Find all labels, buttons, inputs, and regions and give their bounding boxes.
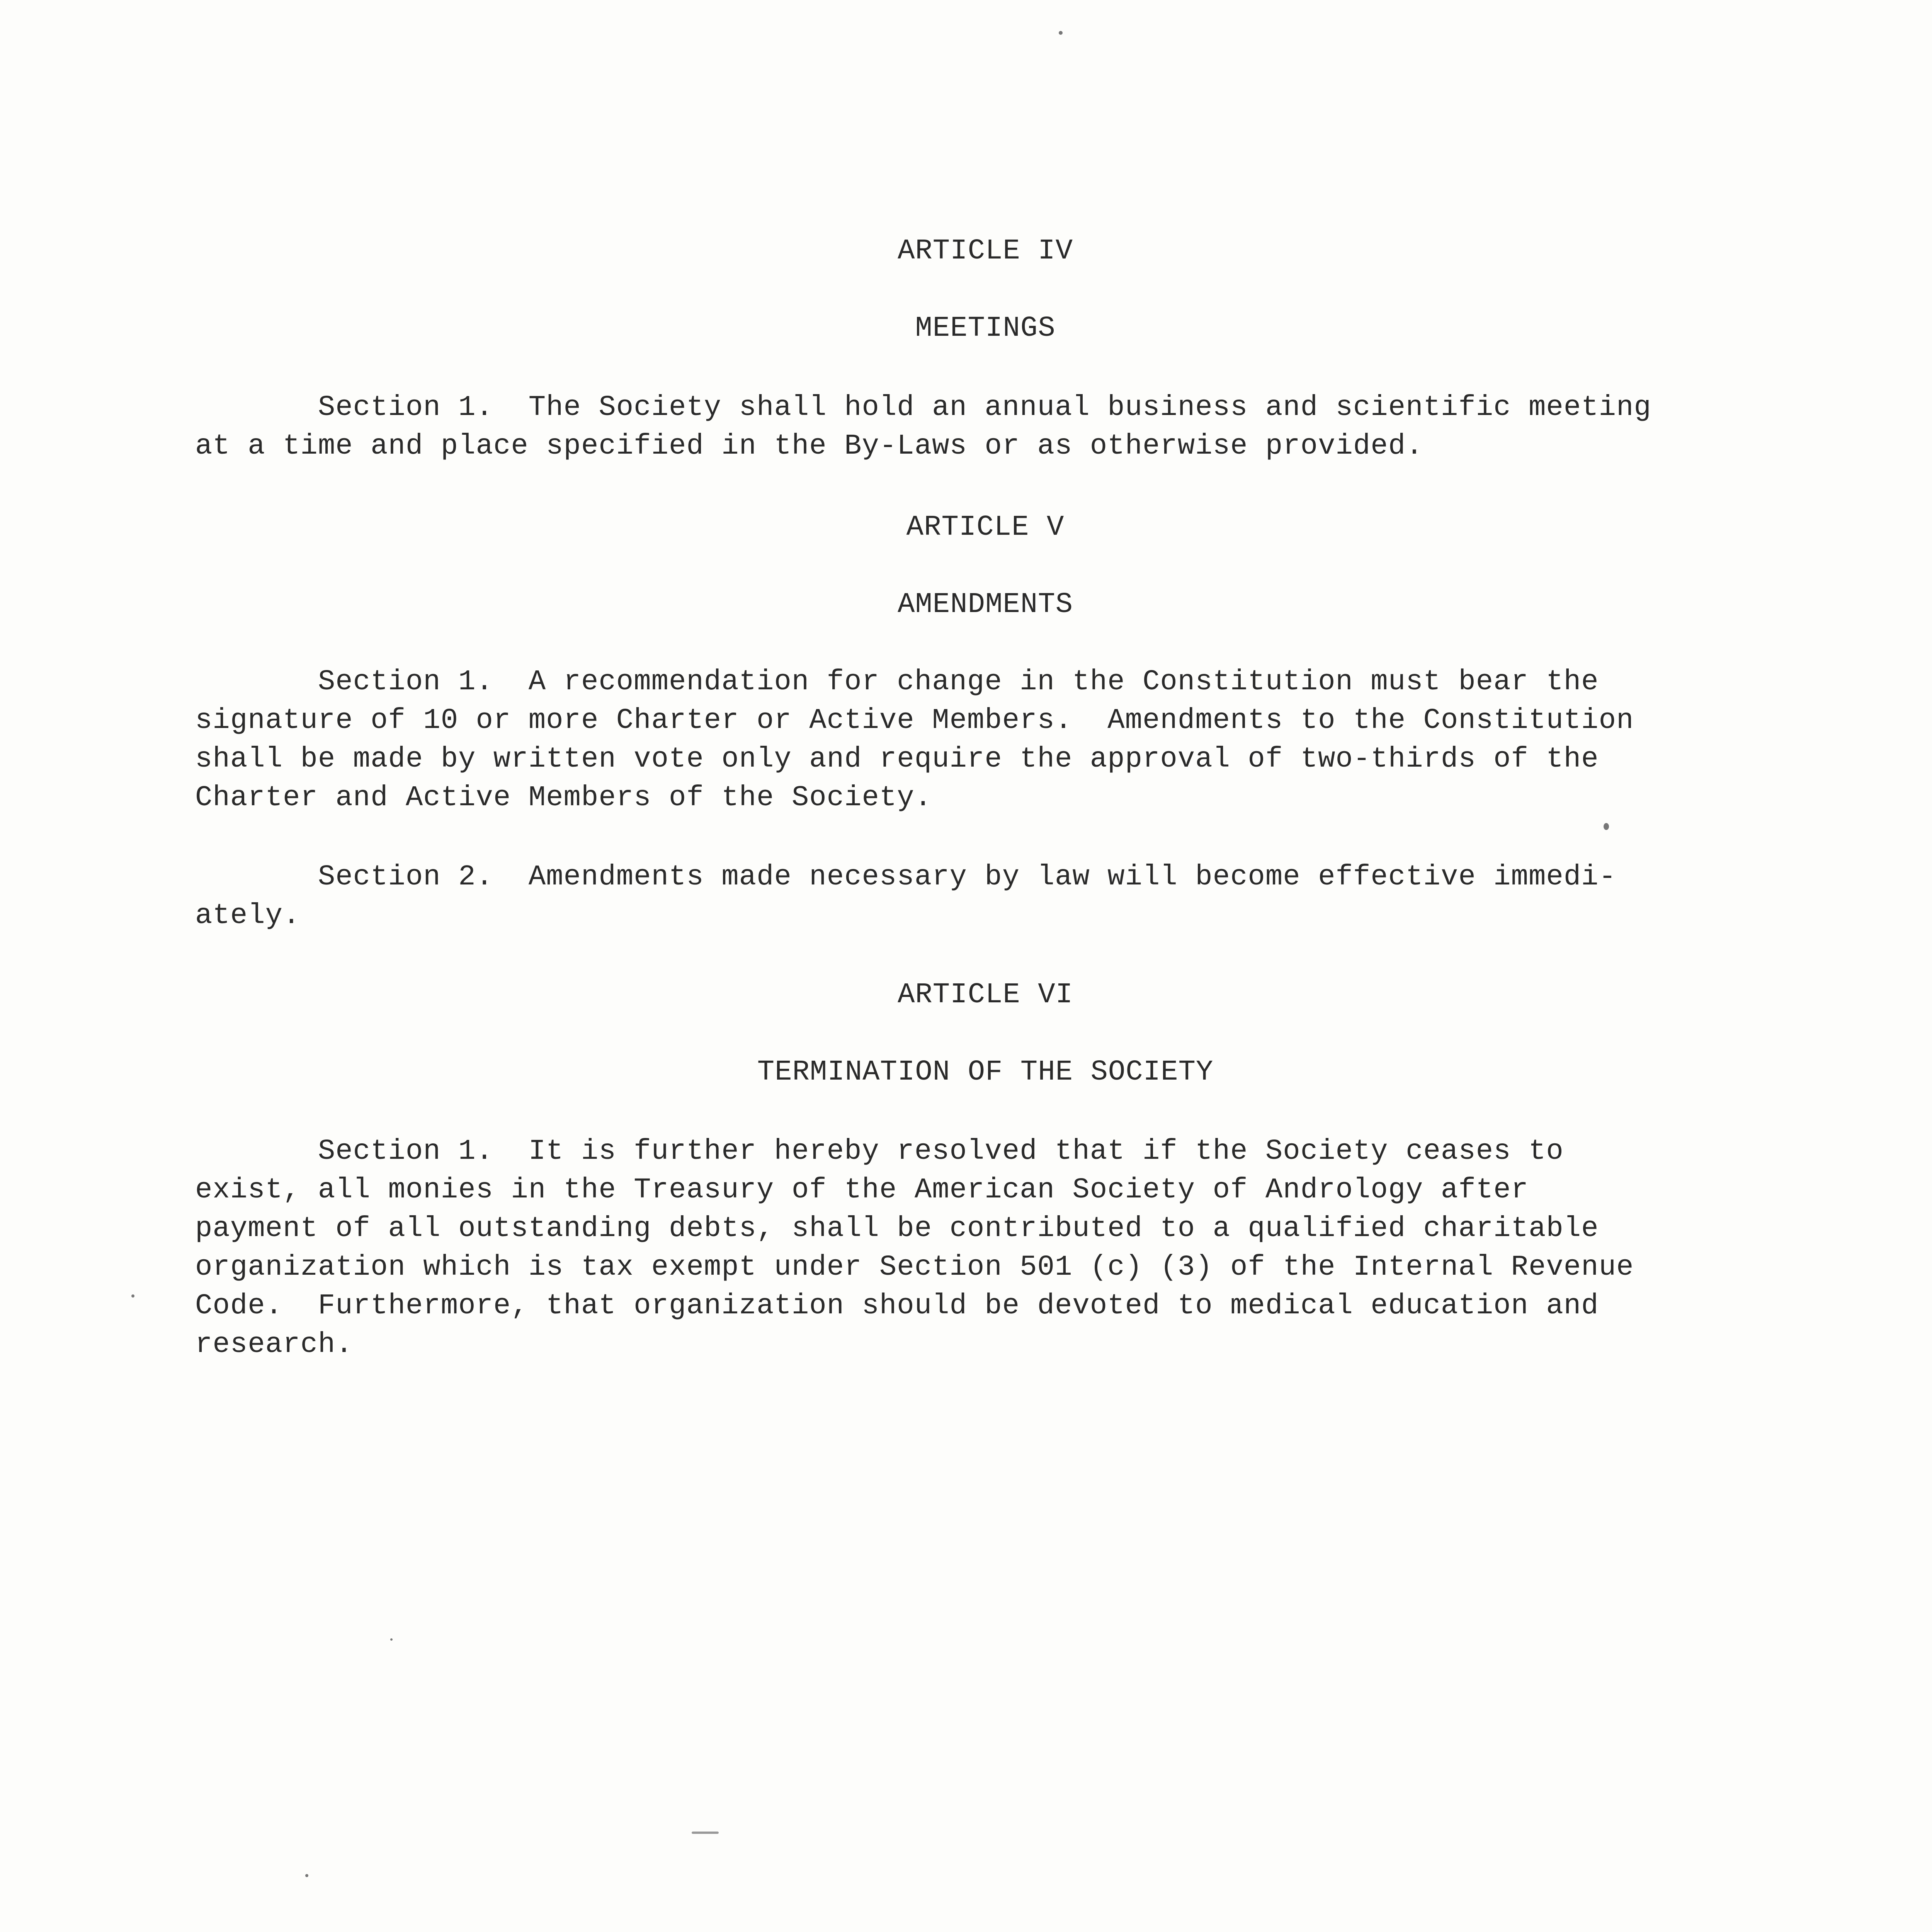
scan-speck (305, 1874, 308, 1877)
article-vi-section-1-line-3: payment of all outstanding debts, shall be contributed to a qualified charitable (195, 1213, 1599, 1245)
article-v-section-1-line-3: shall be made by written vote only and require the approval of two-thirds of the (195, 743, 1599, 776)
scan-speck (692, 1832, 719, 1834)
article-iv-subheading: MEETINGS (915, 312, 1056, 345)
article-v-section-1-line-1: Section 1. A recommendation for change in the Constitution must bear the (195, 666, 1599, 698)
scan-speck (1059, 31, 1063, 35)
article-vi-section-1-line-4: organization which is tax exempt under Section 501 (c) (3) of the Internal Revenue (195, 1251, 1634, 1284)
scan-speck (131, 1294, 134, 1298)
article-iv-section-1-line-2: at a time and place specified in the By-Laws or as otherwise provided. (195, 430, 1423, 463)
article-v-section-2-line-1: Section 2. Amendments made necessary by law will become effective immedi- (195, 861, 1616, 893)
article-v-section-1-line-4: Charter and Active Members of the Society. (195, 782, 932, 814)
article-iv-heading: ARTICLE IV (897, 235, 1073, 267)
article-v-heading: ARTICLE V (906, 511, 1065, 544)
scan-speck (1604, 823, 1609, 830)
article-vi-section-1-line-2: exist, all monies in the Treasury of the American Society of Andrology after (195, 1174, 1529, 1206)
scan-speck (390, 1638, 393, 1641)
article-vi-section-1-line-5: Code. Furthermore, that organization should be devoted to medical education and (195, 1290, 1599, 1322)
article-v-section-2-line-2: ately. (195, 900, 301, 932)
article-vi-heading: ARTICLE VI (897, 979, 1073, 1011)
article-iv-section-1-line-1: Section 1. The Society shall hold an annual business and scientific meeting (195, 391, 1651, 424)
article-vi-subheading: TERMINATION OF THE SOCIETY (757, 1056, 1214, 1088)
article-v-section-1-line-2: signature of 10 or more Charter or Active Members. Amendments to the Constitution (195, 704, 1634, 737)
article-vi-section-1-line-6: research. (195, 1328, 353, 1361)
article-v-subheading: AMENDMENTS (897, 588, 1073, 621)
article-vi-section-1-line-1: Section 1. It is further hereby resolved that if the Society ceases to (195, 1135, 1564, 1168)
